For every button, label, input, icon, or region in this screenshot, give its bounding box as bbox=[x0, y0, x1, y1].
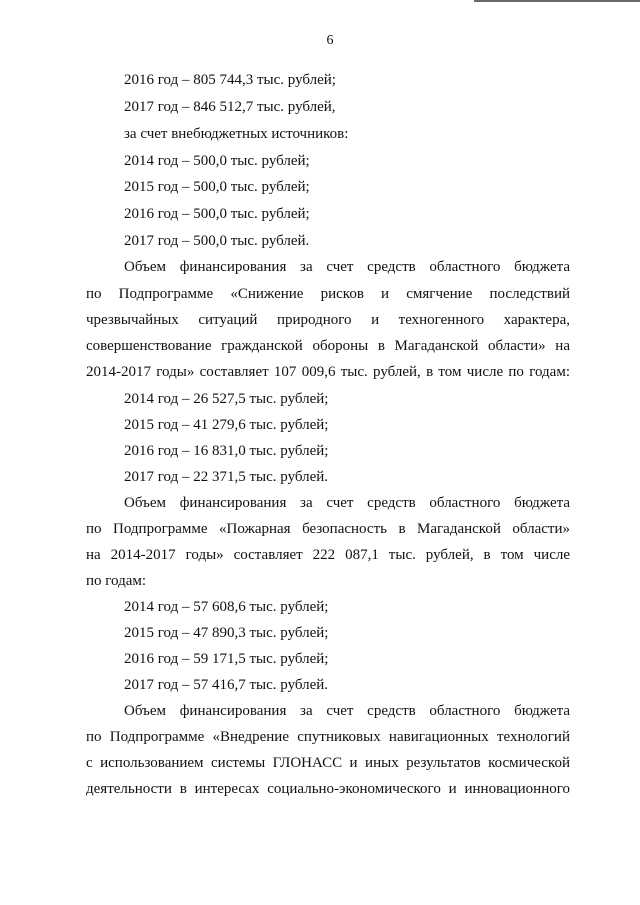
paragraph-1-line-3: чрезвычайных ситуаций природного и техногенного характера, bbox=[86, 312, 570, 328]
subprogram-1-2016: 2016 год – 16 831,0 тыс. рублей; bbox=[124, 443, 329, 459]
subprogram-2-2015: 2015 год – 47 890,3 тыс. рублей; bbox=[124, 625, 329, 641]
subprogram-2-2016: 2016 год – 59 171,5 тыс. рублей; bbox=[124, 651, 329, 667]
funding-line-2017-total: 2017 год – 846 512,7 тыс. рублей, bbox=[124, 99, 336, 115]
paragraph-2-line-4: по годам: bbox=[86, 573, 147, 589]
paragraph-1-line-1: Объем финансирования за счет средств областного бюджета bbox=[124, 259, 570, 275]
page-number: 6 bbox=[326, 33, 334, 48]
extrabudgetary-2015: 2015 год – 500,0 тыс. рублей; bbox=[124, 179, 310, 195]
paragraph-2-line-2: по Подпрограмме «Пожарная безопасность в Магаданской области» bbox=[86, 521, 570, 537]
extrabudgetary-2014: 2014 год – 500,0 тыс. рублей; bbox=[124, 153, 310, 169]
paragraph-3-line-3: с использованием системы ГЛОНАСС и иных результатов космической bbox=[86, 755, 570, 771]
paragraph-3-line-2: по Подпрограмме «Внедрение спутниковых навигационных технологий bbox=[86, 729, 570, 745]
paragraph-1-line-5: 2014-2017 годы» составляет 107 009,6 тыс. рублей, в том числе по годам: bbox=[86, 364, 570, 380]
top-rule-divider bbox=[474, 0, 640, 2]
paragraph-1-line-2: по Подпрограмме «Снижение рисков и смягчение последствий bbox=[86, 286, 570, 302]
extrabudgetary-2017: 2017 год – 500,0 тыс. рублей. bbox=[124, 233, 310, 249]
extrabudgetary-2016: 2016 год – 500,0 тыс. рублей; bbox=[124, 206, 310, 222]
subprogram-1-2017: 2017 год – 22 371,5 тыс. рублей. bbox=[124, 469, 329, 485]
paragraph-3-line-1: Объем финансирования за счет средств областного бюджета bbox=[124, 703, 570, 719]
paragraph-2-line-1: Объем финансирования за счет средств областного бюджета bbox=[124, 495, 570, 511]
funding-line-2016-total: 2016 год – 805 744,3 тыс. рублей; bbox=[124, 72, 336, 88]
paragraph-2-line-3: на 2014-2017 годы» составляет 222 087,1 тыс. рублей, в том числе bbox=[86, 547, 570, 563]
subprogram-1-2015: 2015 год – 41 279,6 тыс. рублей; bbox=[124, 417, 329, 433]
extrabudgetary-heading: за счет внебюджетных источников: bbox=[124, 126, 349, 142]
subprogram-2-2017: 2017 год – 57 416,7 тыс. рублей. bbox=[124, 677, 329, 693]
subprogram-1-2014: 2014 год – 26 527,5 тыс. рублей; bbox=[124, 391, 329, 407]
paragraph-1-line-4: совершенствование гражданской обороны в Магаданской области» на bbox=[86, 338, 570, 354]
subprogram-2-2014: 2014 год – 57 608,6 тыс. рублей; bbox=[124, 599, 329, 615]
paragraph-3-line-4: деятельности в интересах социально-экономического и инновационного bbox=[86, 781, 570, 797]
